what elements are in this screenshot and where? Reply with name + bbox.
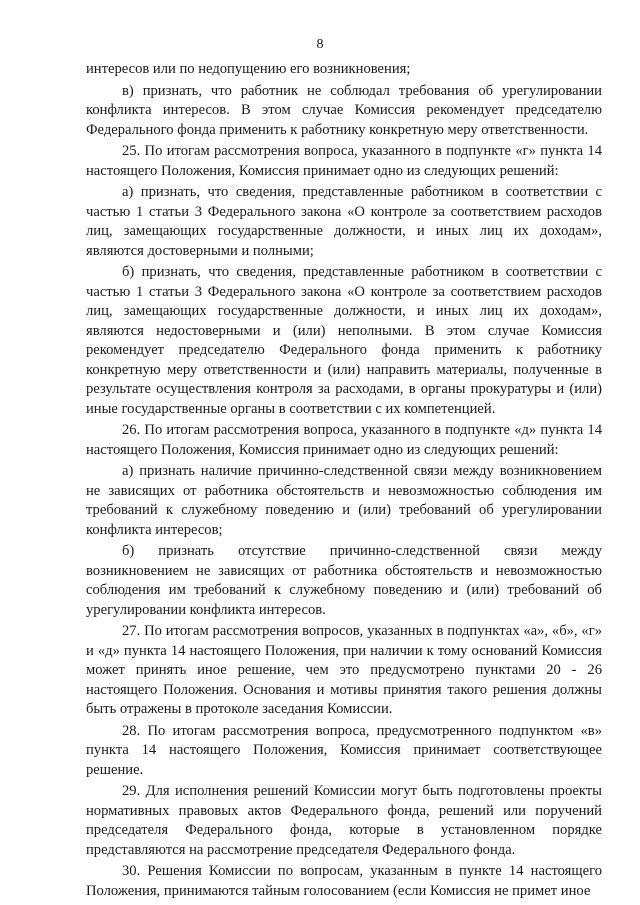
- paragraph-24-v: в) признать, что работник не соблюдал требования об урегулировании конфликта интересов. В этом случае Комиссия рекомендует председателю Федерального фонда применить к работнику конкретную меру ответственности.: [86, 82, 602, 138]
- paragraph-29: 29. Для исполнения решений Комиссии могут быть подготовлены проекты нормативных правовых актов Федерального фонда, решений или поручений председателя Федерального фонда, которые в установленном порядке представляются на рассмотрение председателя Федерального фонда.: [86, 783, 602, 858]
- paragraph-27: 27. По итогам рассмотрения вопросов, указанных в подпунктах «а», «б», «г» и «д» пункта 14 настоящего Положения, при наличии к тому оснований Комиссия может принять иное решение, чем это предусмотрено пунктами 20 - 26 настоящего Положения. Основания и мотивы принятия такого решения должны быть отражены в протоколе заседания Комиссии.: [86, 623, 602, 717]
- paragraph-26: 26. По итогам рассмотрения вопроса, указанного в подпункте «д» пункта 14 настоящего Положения, Комиссия принимает одно из следующих решений:: [86, 422, 602, 458]
- page-number: 8: [316, 37, 324, 52]
- paragraph-25-b: б) признать, что сведения, представленные работником в соответствии с частью 1 статьи 3 Федерального закона «О контроле за соответствием расходов лиц, замещающих государственные должности, и иных лиц их доходам», являются недостоверными и (или) неполными. В этом случае Комиссия рекомендует председателю Федерального фонда применить к работнику конкретную меру ответственности и (или) направить материалы, полученные в результате осуществления контроля за расходами, в органы прокуратуры и (или) иные государственные органы в соответствии с их компетенцией.: [86, 264, 602, 417]
- paragraph-30: 30. Решения Комиссии по вопросам, указанным в пункте 14 настоящего Положения, принимаются тайным голосованием (если Комиссия не примет иное: [86, 863, 602, 899]
- paragraph-28: 28. По итогам рассмотрения вопроса, предусмотренного подпунктом «в» пункта 14 настоящего Положения, Комиссия принимает соответствующее решение.: [86, 722, 602, 778]
- paragraph-25-a: а) признать, что сведения, представленные работником в соответствии с частью 1 статьи 3 Федерального закона «О контроле за соответствием расходов лиц, замещающих государственные должности, и иных лиц их доходам», являются достоверными и полными;: [86, 184, 602, 259]
- paragraph-26-a: а) признать наличие причинно-следственной связи между возникновением не зависящих от работника обстоятельств и невозможностью соблюдения им требований к служебному поведению и (или) требований об урегулировании конфликта интересов;: [86, 463, 602, 538]
- document-body: [86, 60, 602, 903]
- paragraph-continuation: интересов или по недопущению его возникновения;: [86, 61, 411, 77]
- paragraph-25: 25. По итогам рассмотрения вопроса, указанного в подпункте «г» пункта 14 настоящего Положения, Комиссия принимает одно из следующих решений:: [86, 143, 602, 179]
- paragraph-26-b: б) признать отсутствие причинно-следственной связи между возникновением не зависящих от работника обстоятельств и невозможностью соблюдения им требований к служебному поведению и (или) требований об урегулировании конфликта интересов.: [86, 543, 602, 618]
